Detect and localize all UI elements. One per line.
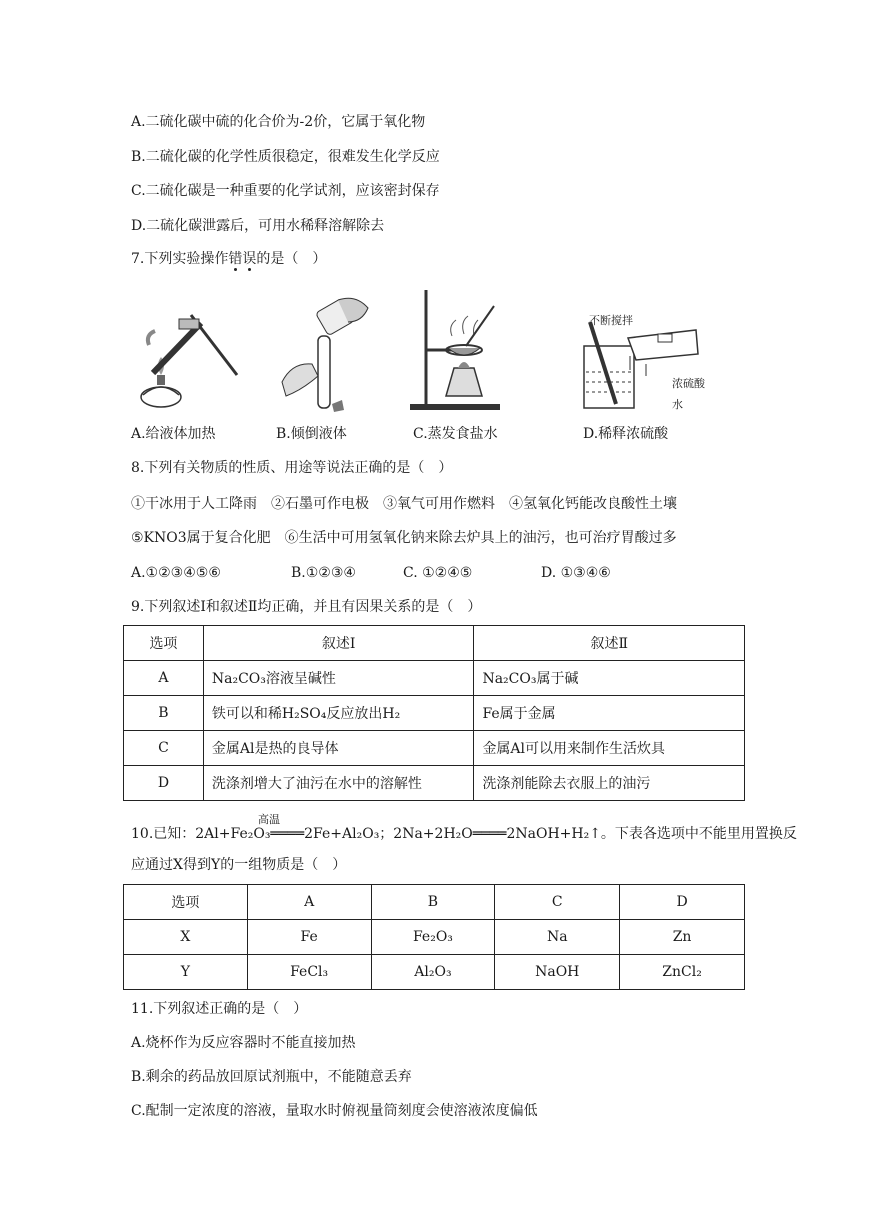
figure-evaporating-salt-water (406, 286, 506, 414)
q9-cell: 金属Al可以用来制作生活炊具 (474, 731, 745, 766)
fig-d-label-stir: 不断搅拌 (589, 314, 633, 327)
q10-cell: ZnCl₂ (620, 955, 745, 990)
q10-cell: NaOH (495, 955, 620, 990)
q9-cell: C (124, 731, 204, 766)
q6-option-b: B.二硫化碳的化学性质很稳定，很难发生化学反应 (131, 149, 440, 165)
q9-cell: 金属Al是热的良导体 (203, 731, 474, 766)
q9-cell: 洗涤剂能除去衣服上的油污 (474, 766, 745, 801)
q7-caption-c: C.蒸发食盐水 (413, 426, 498, 442)
q6-option-c: C.二硫化碳是一种重要的化学试剂，应该密封保存 (131, 183, 440, 199)
q11-option-b: B.剩余的药品放回原试剂瓶中，不能随意丢弃 (131, 1069, 412, 1085)
q7-emphasis-2: 误 (242, 251, 257, 267)
q10-header: B (371, 885, 495, 920)
table-row (124, 661, 745, 696)
q10-cell: Na (495, 920, 620, 955)
q10-stem-1: 10.已知：2Al+Fe₂O₃════2Fe+Al₂O₃；2Na+2H₂O════2NaOH+H₂↑。下表各选项中不能里用置换反 (131, 826, 797, 842)
q10-cell: Fe₂O₃ (371, 920, 495, 955)
q7-stem-pre: 7.下列实验操作 (131, 251, 229, 267)
q9-cell: B (124, 696, 204, 731)
q9-header-option: 选项 (124, 626, 204, 661)
q9-cell: Na₂CO₃属于碱 (474, 661, 745, 696)
q9-cell: 洗涤剂增大了油污在水中的溶解性 (203, 766, 474, 801)
table-row (124, 696, 745, 731)
fig-d-label-acid: 浓硫酸 (672, 377, 705, 390)
q9-header-statement-1: 叙述Ⅰ (203, 626, 474, 661)
q10-reaction-condition: 高温 (258, 813, 280, 826)
table-row (124, 920, 745, 955)
q9-cell: D (124, 766, 204, 801)
q9-cell: Fe属于金属 (474, 696, 745, 731)
q7-caption-b: B.倾倒液体 (276, 426, 347, 442)
q11-option-a: A.烧杯作为反应容器时不能直接加热 (131, 1035, 356, 1051)
table-row (124, 626, 745, 661)
q8-option-b: B.①②③④ (291, 565, 356, 581)
q9-cell: 铁可以和稀H₂SO₄反应放出H₂ (203, 696, 474, 731)
q9-cell: A (124, 661, 204, 696)
table-row (124, 731, 745, 766)
q10-stem-2: 应通过X得到Y的一组物质是（ ） (131, 857, 347, 873)
q10-table (123, 884, 745, 990)
q11-stem: 11.下列叙述正确的是（ ） (131, 1001, 308, 1017)
q10-cell: Y (124, 955, 248, 990)
q7-caption-d: D.稀释浓硫酸 (583, 426, 669, 442)
q8-option-d: D. ①③④⑥ (541, 565, 611, 581)
q9-cell: Na₂CO₃溶液呈碱性 (203, 661, 474, 696)
q7-stem (131, 249, 326, 269)
figure-heating-liquid (131, 295, 241, 415)
fig-d-label-water: 水 (672, 398, 683, 411)
q10-cell: Zn (620, 920, 745, 955)
q7-stem-post: 的是（ ） (256, 251, 327, 267)
q10-cell: FeCl₃ (247, 955, 371, 990)
q9-stem: 9.下列叙述Ⅰ和叙述Ⅱ均正确，并且有因果关系的是（ ） (131, 599, 482, 615)
table-row (124, 766, 745, 801)
q10-cell: Al₂O₃ (371, 955, 495, 990)
q10-header: 选项 (124, 885, 248, 920)
q10-header: C (495, 885, 620, 920)
q8-stem: 8.下列有关物质的性质、用途等说法正确的是（ ） (131, 460, 453, 476)
q11-option-c: C.配制一定浓度的溶液，量取水时俯视量筒刻度会使溶液浓度偏低 (131, 1103, 538, 1119)
q8-option-c: C. ①②④⑤ (403, 565, 473, 581)
q8-statements-1: ①干冰用于人工降雨 ②石墨可作电极 ③氧气可用作燃料 ④氢氧化钙能改良酸性土壤 (131, 496, 677, 512)
q6-option-d: D.二硫化碳泄露后，可用水稀释溶解除去 (131, 218, 385, 234)
table-row (124, 885, 745, 920)
q7-emphasis-1: 错 (228, 251, 243, 267)
q10-header: D (620, 885, 745, 920)
q10-header: A (247, 885, 371, 920)
q10-cell: Fe (247, 920, 371, 955)
table-row (124, 955, 745, 990)
q8-option-a: A.①②③④⑤⑥ (131, 565, 221, 581)
q9-header-statement-2: 叙述Ⅱ (474, 626, 745, 661)
figure-pouring-liquid (272, 292, 372, 417)
q10-cell: X (124, 920, 248, 955)
q9-table (123, 625, 745, 801)
q8-statements-2: ⑤KNO3属于复合化肥 ⑥生活中可用氢氧化钠来除去炉具上的油污，也可治疗胃酸过多 (131, 530, 677, 546)
q6-option-a: A.二硫化碳中硫的化合价为-2价，它属于氧化物 (131, 114, 426, 130)
q7-caption-a: A.给液体加热 (131, 426, 216, 442)
